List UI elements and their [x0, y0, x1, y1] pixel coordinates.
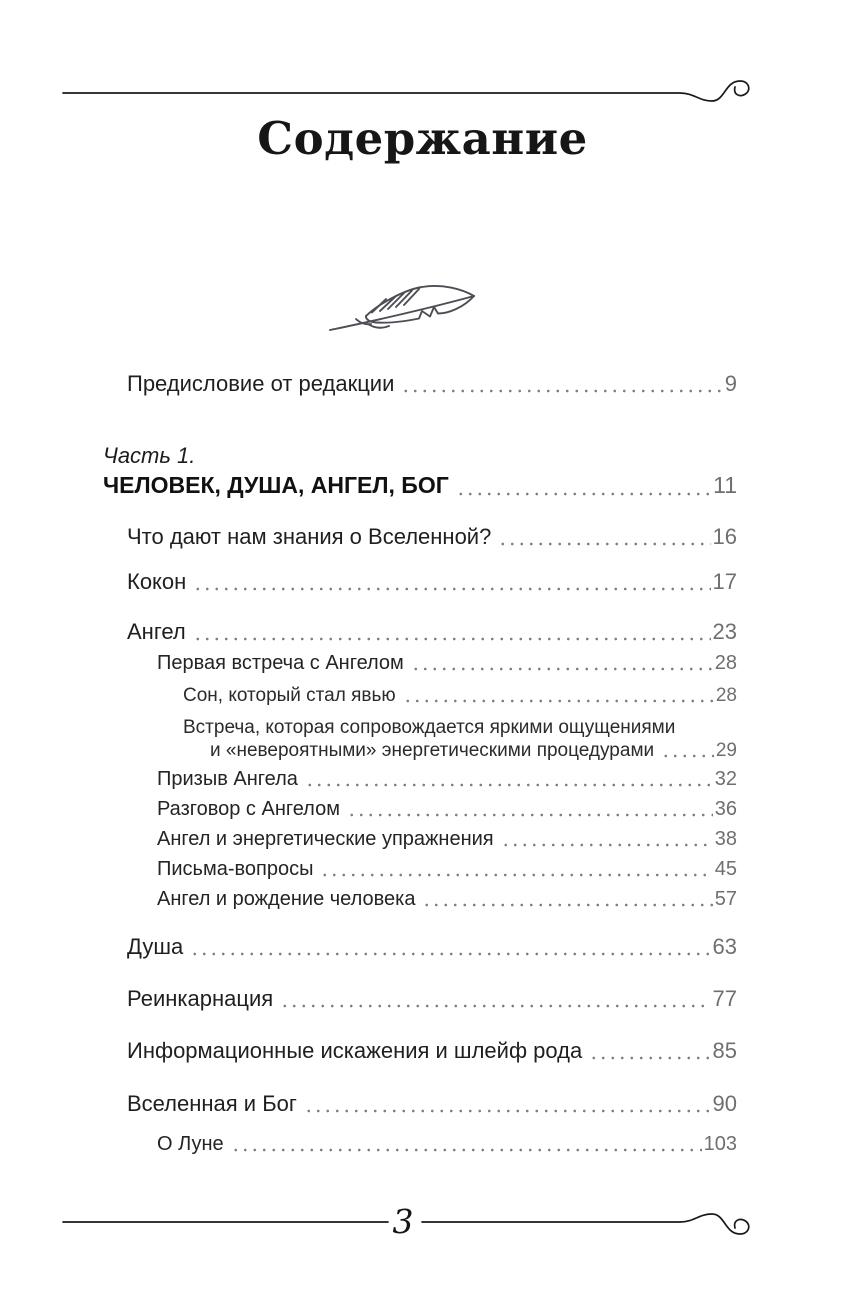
toc-entry: [103, 470, 737, 500]
toc-entry-page: 63: [712, 934, 737, 959]
toc-entry: [127, 1091, 737, 1117]
toc-entry-page: 17: [712, 569, 737, 594]
toc-entry: [157, 651, 737, 675]
toc-entry-page: 23: [712, 619, 737, 644]
toc-entry-label: Душа: [127, 934, 184, 959]
toc-entry: [127, 1038, 737, 1064]
toc-entry-label: Реинкарнация: [127, 986, 274, 1011]
toc-entry: [157, 1132, 737, 1156]
dot-leader: [498, 542, 710, 546]
dot-leader: [304, 1109, 711, 1113]
dot-leader: [320, 873, 712, 877]
dot-leader: [280, 1004, 710, 1008]
toc-entry-label: Ангел и энергетические упражнения: [157, 828, 494, 850]
toc-entry-page: 36: [714, 798, 737, 820]
dot-leader: [190, 952, 710, 956]
toc-entry-label: и «невероятными» энергетическими процедурами: [210, 740, 655, 761]
toc-entry-label: ЧЕЛОВЕК, ДУША, АНГЕЛ, БОГ: [103, 472, 449, 498]
toc-entry-label: Встреча, которая сопровождается яркими ощущениями: [183, 717, 676, 738]
toc-entry: [127, 524, 737, 550]
toc-entry-page: 77: [712, 986, 737, 1011]
toc-entry-label: Что дают нам знания о Вселенной?: [127, 524, 492, 549]
header-flourish-rule: [58, 76, 763, 116]
toc-entry-label: Разговор с Ангелом: [157, 798, 340, 820]
toc-entry-label: Вселенная и Бог: [127, 1091, 297, 1116]
toc-entry-page: 28: [715, 685, 737, 706]
toc-entry-label: Сон, который стал явью: [183, 685, 396, 706]
toc-entry-label: Кокон: [127, 569, 187, 594]
toc-entry-page: 85: [712, 1038, 737, 1063]
dot-leader: [401, 389, 722, 393]
toc-entry: [157, 857, 737, 881]
toc-entry-page: 90: [712, 1091, 737, 1116]
toc-entry-continuation: [210, 739, 737, 762]
part-kicker: Часть 1.: [103, 443, 196, 468]
toc-entry-label: Ангел: [127, 619, 186, 644]
dot-leader: [589, 1056, 710, 1060]
dot-leader: [403, 699, 714, 703]
toc-entry: [183, 716, 737, 762]
dot-leader: [347, 813, 713, 817]
dot-leader: [305, 783, 713, 787]
dot-leader: [193, 587, 710, 591]
dot-leader: [411, 667, 713, 671]
toc-entry-page: 103: [703, 1133, 737, 1155]
toc-entry: [127, 371, 737, 397]
toc-entry-label: Ангел и рождение человека: [157, 888, 416, 910]
toc-entry-page: 38: [714, 828, 737, 850]
toc-entry: [157, 767, 737, 791]
toc-entry: [127, 934, 737, 960]
toc-entry: [157, 827, 737, 851]
toc-entry-page: 28: [714, 652, 737, 674]
toc-entry: [183, 684, 737, 707]
table-of-contents: [0, 371, 737, 1156]
toc-entry-page: 16: [712, 524, 737, 549]
dot-leader: [193, 637, 711, 641]
toc-entry: [127, 569, 737, 595]
toc-entry: [157, 797, 737, 821]
feather-icon: [322, 266, 512, 350]
page-title: Содержание: [257, 112, 588, 165]
toc-entry-page: 32: [714, 768, 737, 790]
toc-entry-page: 9: [724, 371, 737, 396]
toc-entry-page: 57: [714, 888, 737, 910]
dot-leader: [231, 1148, 702, 1152]
dot-leader: [661, 754, 714, 758]
toc-entry-page: 29: [715, 740, 737, 761]
toc-entry-label: Призыв Ангела: [157, 768, 298, 790]
toc-part-heading: [103, 442, 737, 500]
toc-entry-page: 45: [714, 858, 737, 880]
dot-leader: [501, 843, 713, 847]
toc-entry-label: Первая встреча с Ангелом: [157, 652, 404, 674]
footer-page-number: 3: [392, 1202, 414, 1241]
toc-entry: [127, 619, 737, 645]
toc-entry-label: Информационные искажения и шлейф рода: [127, 1038, 583, 1063]
toc-entry: [157, 887, 737, 911]
toc-entry-label: О Луне: [157, 1133, 224, 1155]
toc-entry-label: Предисловие от редакции: [127, 371, 395, 396]
dot-leader: [422, 903, 712, 907]
toc-entry-page: 11: [713, 472, 737, 498]
dot-leader: [456, 492, 711, 496]
toc-entry: [127, 986, 737, 1012]
toc-entry-label: Письма-вопросы: [157, 858, 314, 880]
